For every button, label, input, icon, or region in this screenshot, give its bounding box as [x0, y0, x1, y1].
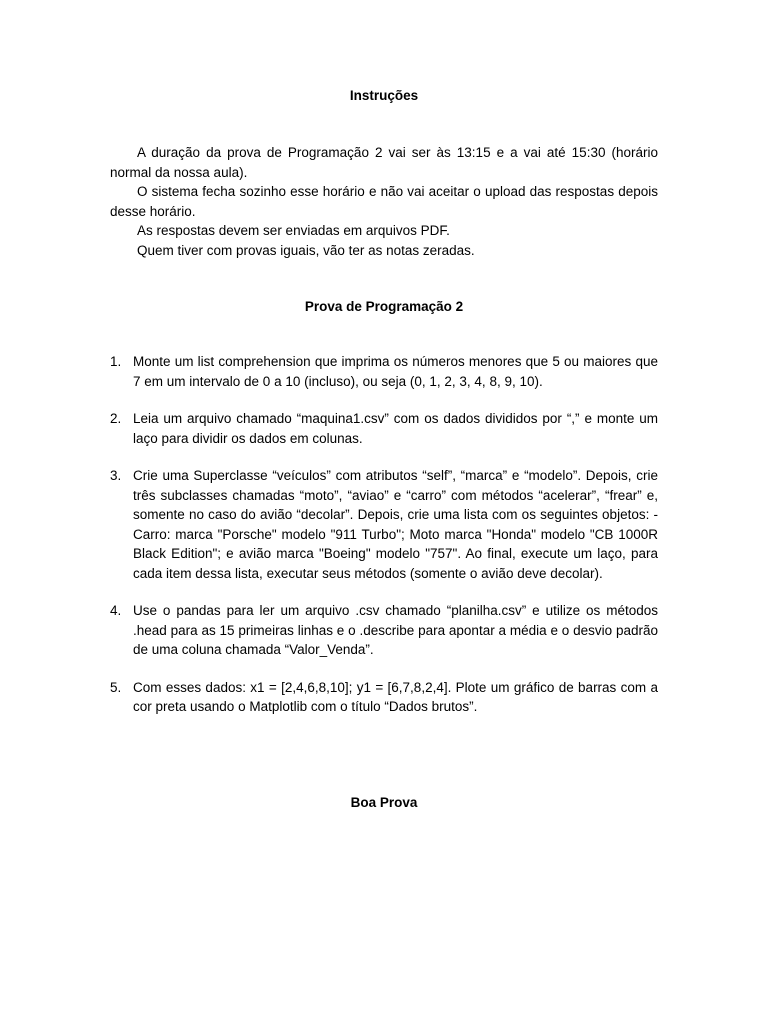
- instruction-paragraph: Quem tiver com provas iguais, vão ter as notas zeradas.: [137, 242, 475, 258]
- instruction-paragraph: A duração da prova de Programação 2 vai ser às 13:15 e a vai até 15:30 (horário normal da nossa aula).: [110, 145, 658, 180]
- question-number: 2.: [110, 411, 122, 426]
- question-item: [110, 352, 658, 391]
- question-text: Com esses dados: x1 = [2,4,6,8,10]; y1 = [6,7,8,2,4]. Plote um gráfico de barras com a cor preta usando o Matplotlib com o título “Dados brutos”.: [133, 679, 658, 714]
- question-item: [110, 601, 658, 660]
- instructions-section: [110, 143, 658, 260]
- instruction-paragraph: As respostas devem ser enviadas em arquivos PDF.: [137, 223, 450, 238]
- closing-text: Boa Prova: [350, 795, 418, 810]
- question-text: Use o pandas para ler um arquivo .csv chamado “planilha.csv” e utilize os métodos .head para as 15 primeiras linhas e o .describe para apontar a média e o desvio padrão de uma coluna chamada “Valor_Venda”.: [133, 603, 658, 657]
- instruction-paragraph: O sistema fecha sozinho esse horário e não vai aceitar o upload das respostas depois desse horário.: [110, 184, 658, 219]
- question-text: Monte um list comprehension que imprima os números menores que 5 ou maiores que 7 em um intervalo de 0 a 10 (incluso), ou seja (0, 1, 2, 3, 4, 8, 9, 10).: [133, 354, 658, 389]
- question-list: [110, 352, 658, 735]
- question-item: [110, 409, 658, 448]
- question-number: 5.: [110, 679, 122, 695]
- exam-title: Prova de Programação 2: [304, 299, 464, 314]
- question-number: 4.: [110, 603, 122, 618]
- question-number: 3.: [110, 468, 122, 483]
- question-item: [110, 466, 658, 583]
- question-item: [110, 678, 658, 717]
- question-text: Leia um arquivo chamado “maquina1.csv” com os dados divididos por “,” e monte um laço para dividir os dados em colunas.: [133, 411, 658, 446]
- question-number: 1.: [110, 354, 122, 369]
- instructions-title: Instruções: [349, 88, 419, 103]
- question-text: Crie uma Superclasse “veículos” com atributos “self”, “marca” e “modelo”. Depois, crie três subclasses chamadas “moto”, “aviao” e “carro” com métodos “acelerar”, “frear” e, somente no caso do avião “decolar”. Depois, crie uma lista com os seguintes objetos: - Carro: marca "Porsche" modelo "911 Turbo"; Moto marca "Honda" modelo "CB 1000R Black Edition"; e avião marca "Boeing" modelo "757". Ao final, execute um laço, para cada item dessa lista, executar seus métodos (somente o avião deve decolar).: [133, 468, 658, 581]
